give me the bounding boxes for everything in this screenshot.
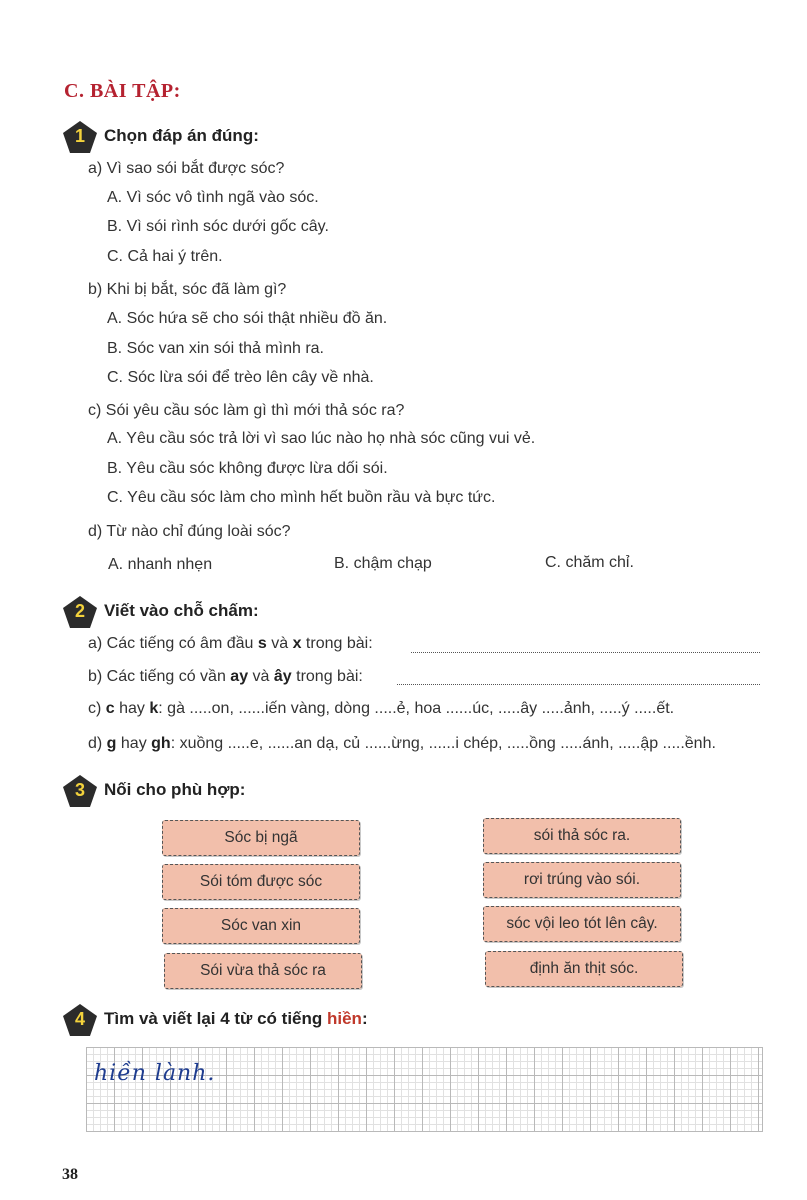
fill-in-d-prompt[interactable]: d) g hay gh: xuồng .....e, ......an dạ, củ ......ừng, ......i chép, .....ồng .....ánh, .....ập .....ềnh.: [88, 735, 716, 752]
page-number: 38: [62, 1166, 78, 1183]
answer-option[interactable]: A. Sóc hứa sẽ cho sói thật nhiều đồ ăn.: [107, 310, 388, 327]
exercise-title: Tìm và viết lại 4 từ có tiếng hiền:: [104, 1009, 368, 1028]
pentagon-badge-icon: [62, 120, 98, 154]
answer-option[interactable]: B. chậm chạp: [334, 555, 432, 572]
pentagon-badge-icon: [62, 595, 98, 629]
fill-in-c-prompt[interactable]: c) c hay k: gà .....on, ......iến vàng, dòng .....ẻ, hoa ......úc, .....ây .....ảnh, .....ý .....ết.: [88, 700, 675, 717]
answer-option[interactable]: C. chăm chỉ.: [545, 554, 634, 571]
answer-option[interactable]: C. Cả hai ý trên.: [107, 248, 223, 265]
handwriting-grid[interactable]: [86, 1047, 763, 1132]
section-title: C. BÀI TẬP:: [64, 80, 181, 102]
match-card-right[interactable]: định ăn thịt sóc.: [485, 951, 683, 987]
exercise-number: 1: [74, 126, 85, 146]
exercise-title: Viết vào chỗ chấm:: [104, 601, 259, 620]
exercise-number: 4: [74, 1009, 85, 1029]
match-card-right[interactable]: rơi trúng vào sói.: [483, 862, 681, 898]
pentagon-badge-icon: [62, 774, 98, 808]
match-card-left[interactable]: Sóc bị ngã: [162, 820, 360, 856]
answer-option[interactable]: B. Yêu cầu sóc không được lừa dối sói.: [107, 460, 388, 477]
exercise-number: 2: [74, 601, 85, 621]
exercise-number: 3: [74, 780, 85, 800]
fill-in-b-prompt: b) Các tiếng có vần ay và ây trong bài:: [88, 668, 363, 685]
answer-option[interactable]: C. Sóc lừa sói để trèo lên cây về nhà.: [107, 369, 374, 386]
question-b: b) Khi bị bắt, sóc đã làm gì?: [88, 281, 287, 298]
answer-option[interactable]: B. Vì sói rình sóc dưới gốc cây.: [107, 218, 329, 235]
exercise-title: Nối cho phù hợp:: [104, 780, 246, 799]
exercise-title: Chọn đáp án đúng:: [104, 126, 259, 145]
answer-option[interactable]: A. Vì sóc vô tình ngã vào sóc.: [107, 189, 319, 206]
highlight-word: hiền: [326, 1009, 362, 1028]
answer-blank-b[interactable]: [397, 684, 760, 685]
question-c: c) Sói yêu cầu sóc làm gì thì mới thả sóc ra?: [88, 402, 405, 419]
fill-in-a-prompt: a) Các tiếng có âm đầu s và x trong bài:: [88, 635, 373, 652]
answer-option[interactable]: A. nhanh nhẹn: [108, 556, 213, 573]
match-card-left[interactable]: Sói tóm được sóc: [162, 864, 360, 900]
answer-blank-a[interactable]: [411, 652, 760, 653]
answer-option[interactable]: C. Yêu cầu sóc làm cho mình hết buồn rầu và bực tức.: [107, 489, 496, 506]
match-card-left[interactable]: Sóc van xin: [162, 908, 360, 944]
answer-option[interactable]: A. Yêu cầu sóc trả lời vì sao lúc nào họ nhà sóc cũng vui vẻ.: [107, 430, 536, 447]
pentagon-badge-icon: [62, 1003, 98, 1037]
question-a: a) Vì sao sói bắt được sóc?: [88, 160, 285, 177]
match-card-right[interactable]: sóc vội leo tót lên cây.: [483, 906, 681, 942]
answer-option[interactable]: B. Sóc van xin sói thả mình ra.: [107, 340, 324, 357]
match-card-left[interactable]: Sói vừa thả sóc ra: [164, 953, 362, 989]
handwritten-answer: hiền lành.: [94, 1061, 216, 1086]
match-card-right[interactable]: sói thả sóc ra.: [483, 818, 681, 854]
question-d: d) Từ nào chỉ đúng loài sóc?: [88, 523, 291, 540]
